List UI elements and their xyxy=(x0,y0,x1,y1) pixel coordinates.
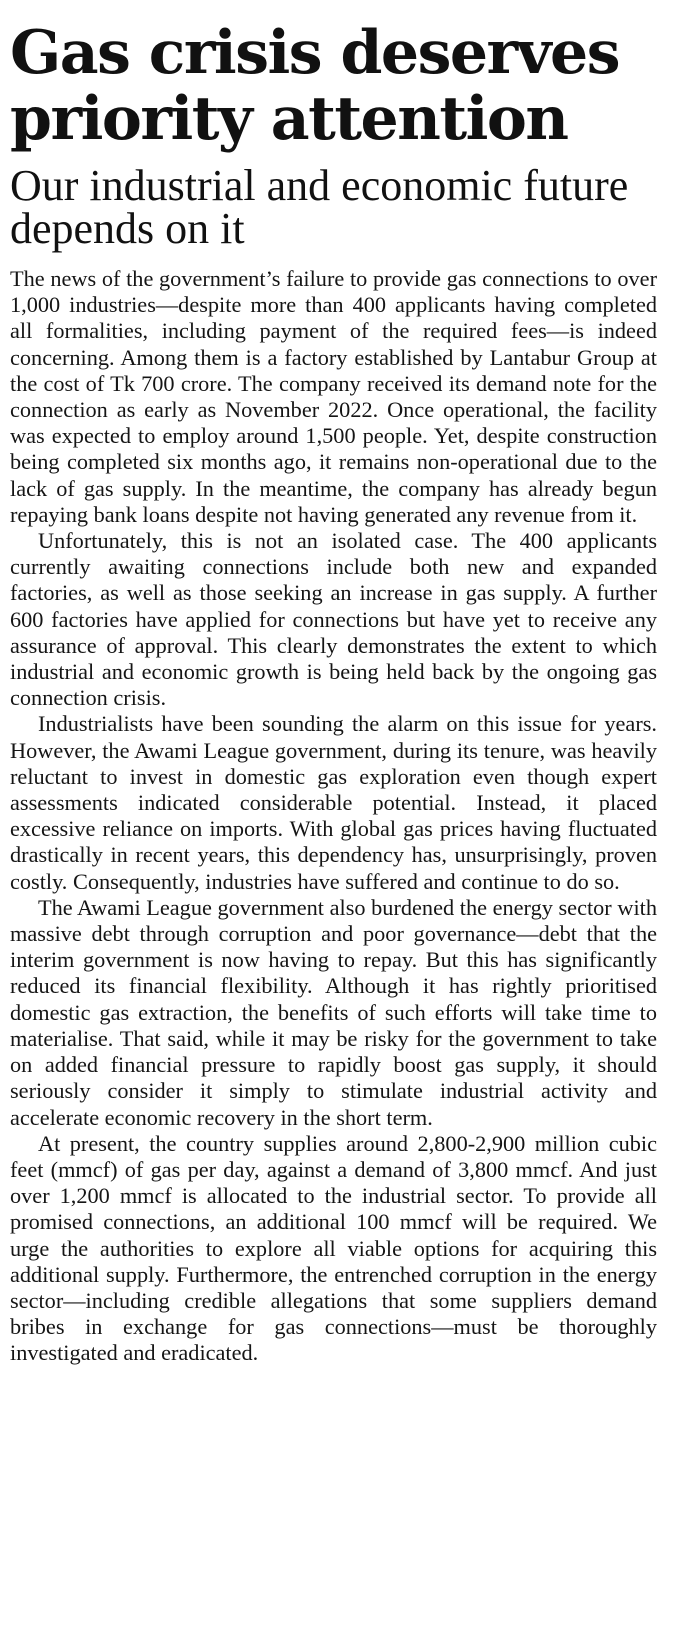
paragraph-4: The Awami League government also burdened the energy sector with massive debt through corruption and poor governance—debt that the interim government is now having to repay. But this has significantly reduced its financial flexibility. Although it has rightly prioritised domestic gas extraction, the benefits of such efforts will take time to materialise. That said, while it may be risky for the government to take on added financial pressure to rapidly boost gas supply, it should seriously consider it simply to stimulate industrial activity and accelerate economic recovery in the short term. xyxy=(10,894,657,1130)
paragraph-1: The news of the government’s failure to provide gas connections to over 1,000 industries—despite more than 400 applicants having completed all formalities, including payment of the required fees—is indeed concerning. Among them is a factory established by Lantabur Group at the cost of Tk 700 crore. The company received its demand note for the connection as early as November 2022. Once operational, the facility was expected to employ around 1,500 people. Yet, despite construction being completed six months ago, it remains non-operational due to the lack of gas supply. In the meantime, the company has already begun repaying bank loans despite not having generated any revenue from it. xyxy=(10,266,657,527)
paragraph-5: At present, the country supplies around 2,800-2,900 million cubic feet (mmcf) of gas per day, against a demand of 3,800 mmcf. And just over 1,200 mmcf is allocated to the industrial sector. To provide all promised connections, an additional 100 mmcf will be required. We urge the authorities to explore all viable options for acquiring this additional supply. Furthermore, the entrenched corruption in the energy sector—including credible allegations that some suppliers demand bribes in exchange for gas connections—must be thoroughly investigated and eradicated. xyxy=(10,1130,657,1366)
paragraph-2: Unfortunately, this is not an isolated case. The 400 applicants currently awaiting connections include both new and expanded factories, as well as those seeking an increase in gas supply. A further 600 factories have applied for connections but have yet to receive any assurance of approval. This clearly demonstrates the extent to which industrial and economic growth is being held back by the ongoing gas connection crisis. xyxy=(10,528,657,711)
editorial-article xyxy=(10,20,657,1367)
headline: Gas crisis deserves priority attention xyxy=(10,18,619,154)
article-body xyxy=(10,266,657,1367)
subheadline: Our industrial and economic future depends on it xyxy=(10,161,629,253)
paragraph-3: Industrialists have been sounding the alarm on this issue for years. However, the Awami League government, during its tenure, was heavily reluctant to invest in domestic gas exploration even though expert assessments indicated considerable potential. Instead, it placed excessive reliance on imports. With global gas prices having fluctuated drastically in recent years, this dependency has, unsurprisingly, proven costly. Consequently, industries have suffered and continue to do so. xyxy=(10,711,657,894)
